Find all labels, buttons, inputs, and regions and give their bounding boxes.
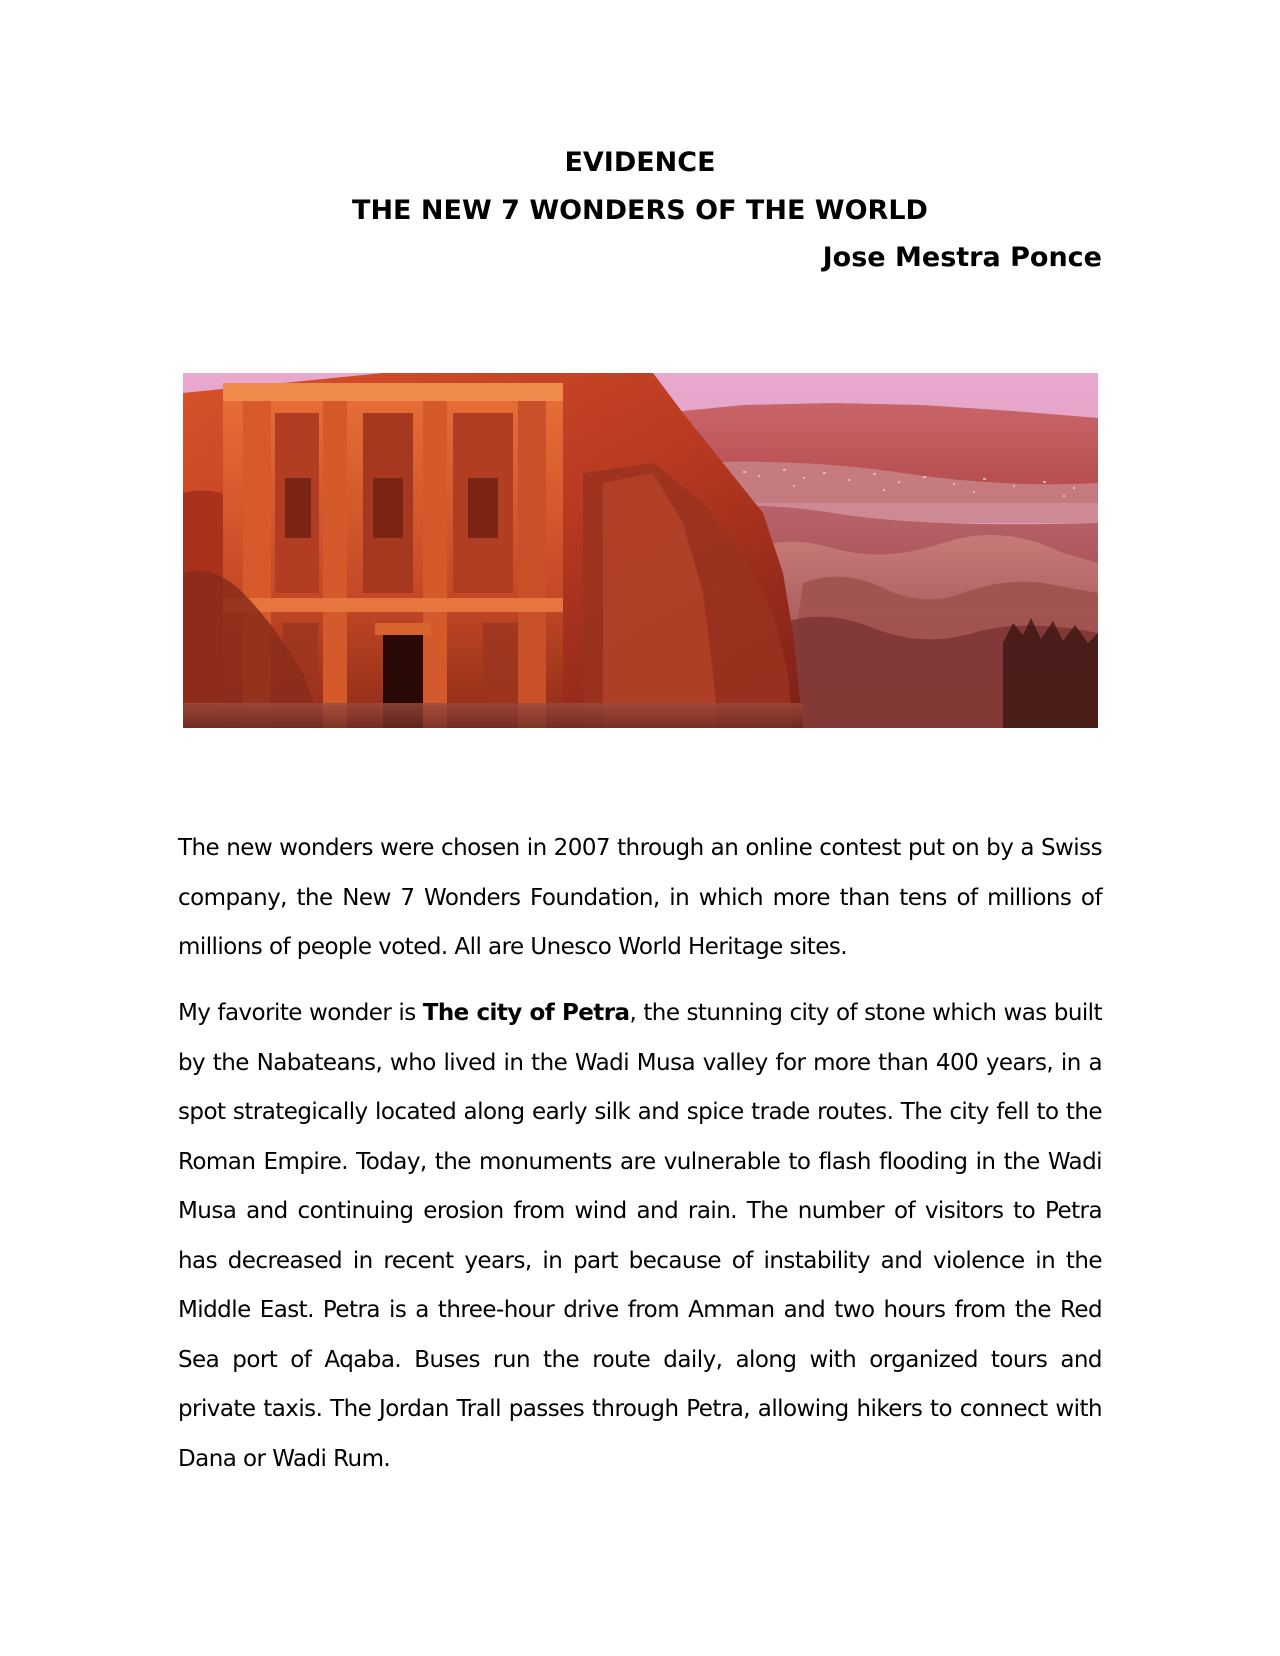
document-title-wonders: THE NEW 7 WONDERS OF THE WORLD bbox=[352, 195, 928, 226]
petra-paragraph-prefix: My favorite wonder is bbox=[178, 1000, 423, 1026]
petra-paragraph bbox=[178, 989, 1102, 1484]
petra-paragraph-highlight: The city of Petra bbox=[422, 1000, 630, 1026]
author-name: Jose Mestra Ponce bbox=[822, 242, 1102, 273]
document-title-evidence: EVIDENCE bbox=[564, 147, 716, 178]
intro-paragraph: The new wonders were chosen in 2007 through an online contest put on by a Swiss company, the New 7 Wonders Foundation, in which more than tens of millions of millions of people voted. All are Unesco World Heritage sites. bbox=[178, 835, 1102, 960]
petra-paragraph-rest: , the stunning city of stone which was built by the Nabateans, who lived in the Wadi Musa valley for more than 400 years, in a spot strategically located along early silk and spice trade routes. The city fell to the Roman Empire. Today, the monuments are vulnerable to flash flooding in the Wadi Musa and continuing erosion from wind and rain. The number of visitors to Petra has decreased in recent years, in part because of instability and violence in the Middle East. Petra is a three-hour drive from Amman and two hours from the Red Sea port of Aqaba. Buses run the route daily, along with organized tours and private taxis. The Jordan Trall passes through Petra, allowing hikers to connect with Dana or Wadi Rum. bbox=[178, 1000, 1102, 1472]
petra-monastery-photo bbox=[183, 373, 1098, 728]
